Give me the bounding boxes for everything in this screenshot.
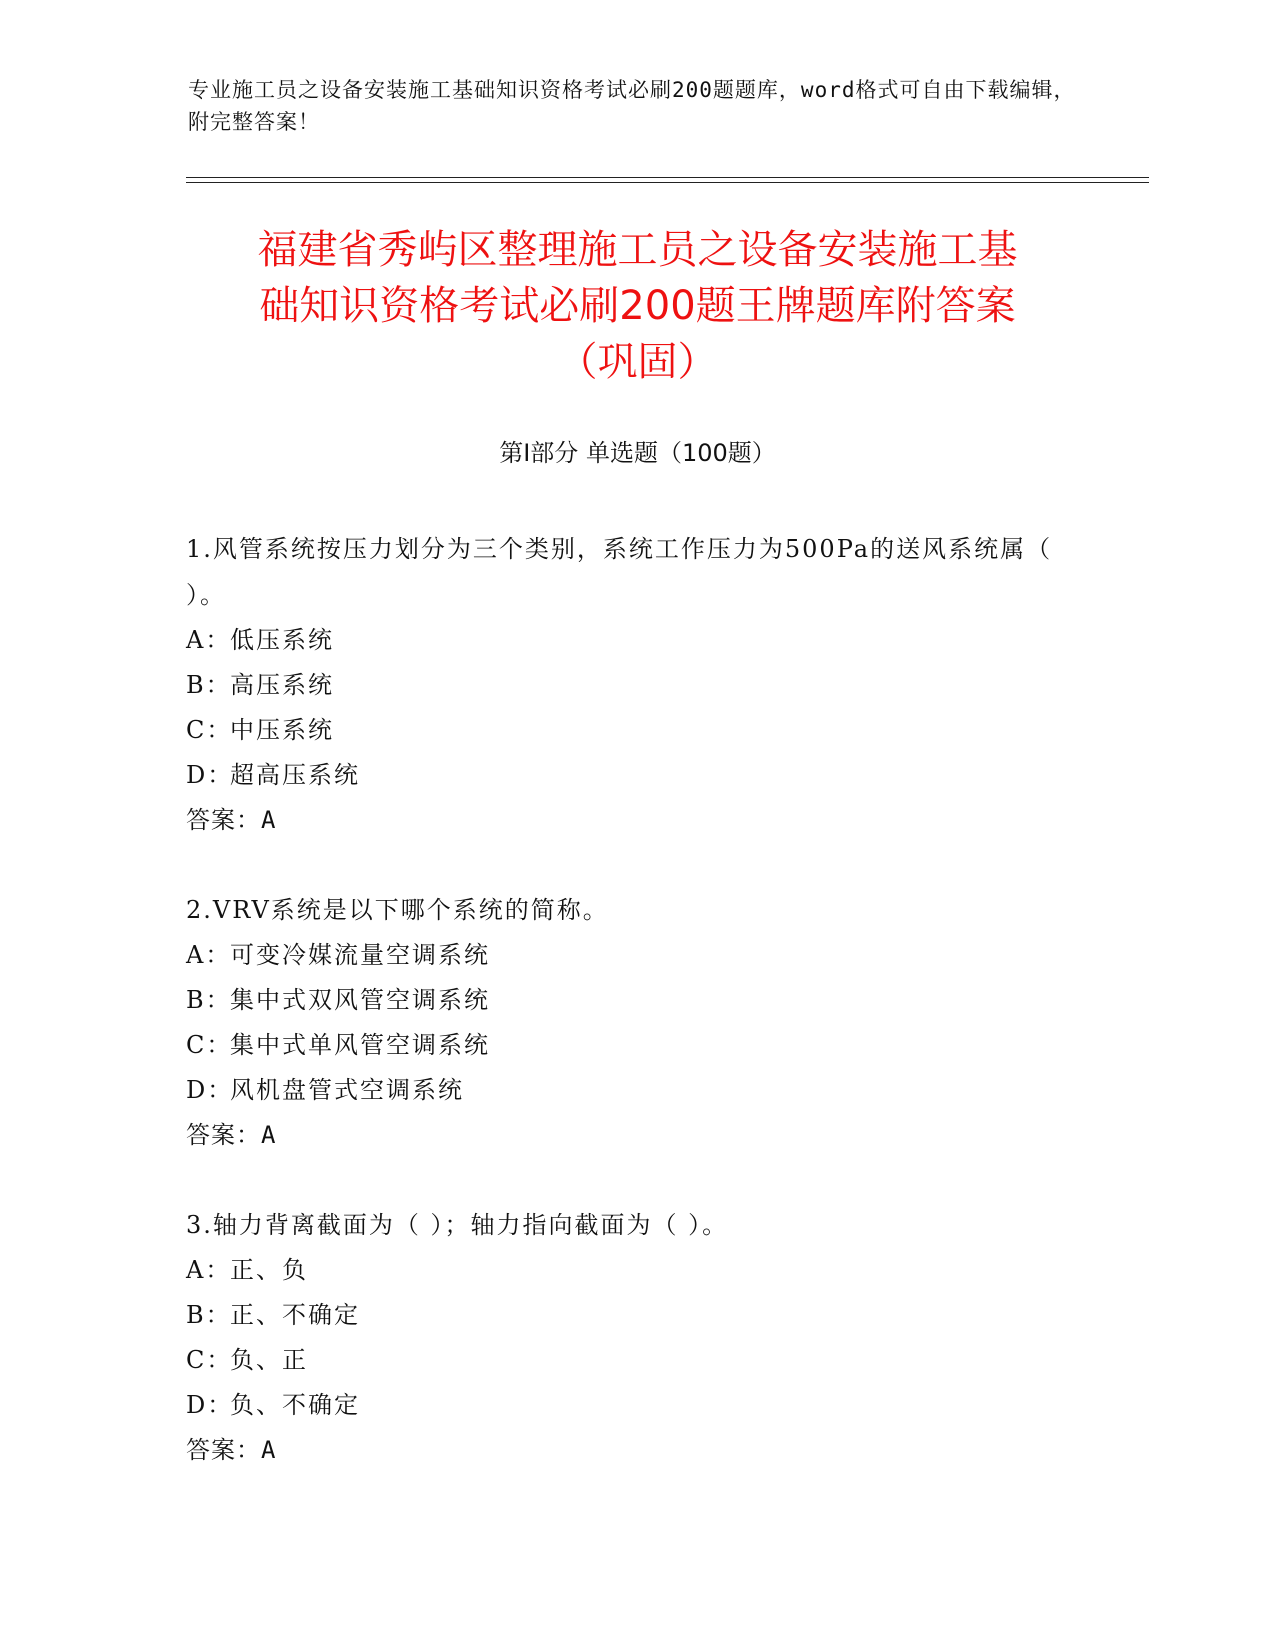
option-text: 高压系统: [230, 671, 334, 699]
answer-line: [186, 798, 1066, 843]
question-stem: 3.轴力背离截面为（ ）；轴力指向截面为（ ）。: [186, 1211, 729, 1239]
title-line: （巩固）: [557, 339, 718, 385]
option-text: 可变冷媒流量空调系统: [230, 941, 490, 969]
header-note: 专业施工员之设备安装施工基础知识资格考试必刷200题题库，word格式可自由下载编辑，附完整答案！: [188, 78, 1076, 134]
option-c: [186, 708, 1066, 753]
option-b: [186, 978, 1066, 1023]
option-text: 正、不确定: [230, 1301, 360, 1329]
option-d: [186, 753, 1066, 798]
question-item: [186, 1202, 1066, 1473]
option-letter: A：: [186, 626, 232, 654]
option-text: 负、正: [230, 1346, 308, 1374]
question-stem: 2.VRV系统是以下哪个系统的简称。: [186, 896, 609, 924]
answer-label: 答案：: [186, 1121, 261, 1149]
option-a: [186, 1248, 1066, 1293]
option-letter: B：: [186, 986, 232, 1014]
option-text: 风机盘管式空调系统: [230, 1076, 464, 1104]
option-letter: D：: [186, 761, 234, 789]
answer-value: A: [261, 806, 277, 834]
question-item: [186, 526, 1066, 843]
option-text: 中压系统: [230, 716, 334, 744]
option-c: [186, 1338, 1066, 1383]
header-rule-top: [186, 177, 1149, 178]
question-stem: 1.风管系统按压力划分为三个类别，系统工作压力为500Pa的送风系统属（ ）。: [186, 535, 1053, 609]
option-letter: A：: [186, 941, 232, 969]
option-letter: A：: [186, 1256, 232, 1284]
document-title: [160, 222, 1115, 390]
option-letter: B：: [186, 671, 232, 699]
option-d: [186, 1383, 1066, 1428]
question-list: [186, 526, 1066, 1517]
option-text: 集中式双风管空调系统: [230, 986, 490, 1014]
option-letter: C：: [186, 1031, 233, 1059]
title-line: 福建省秀屿区整理施工员之设备安装施工基: [257, 227, 1018, 273]
option-text: 集中式单风管空调系统: [230, 1031, 490, 1059]
option-letter: D：: [186, 1391, 234, 1419]
answer-line: [186, 1113, 1066, 1158]
option-d: [186, 1068, 1066, 1113]
section-title: 第Ⅰ部分 单选题（100题）: [499, 439, 776, 467]
header-rule-bottom: [186, 182, 1149, 183]
option-text: 超高压系统: [230, 761, 360, 789]
option-c: [186, 1023, 1066, 1068]
option-letter: D：: [186, 1076, 234, 1104]
option-text: 负、不确定: [230, 1391, 360, 1419]
answer-line: [186, 1428, 1066, 1473]
option-text: 低压系统: [230, 626, 334, 654]
option-text: 正、负: [230, 1256, 308, 1284]
title-line: 础知识资格考试必刷200题王牌题库附答案: [259, 283, 1016, 329]
option-b: [186, 1293, 1066, 1338]
option-a: [186, 618, 1066, 663]
option-a: [186, 933, 1066, 978]
answer-value: A: [261, 1121, 277, 1149]
option-letter: C：: [186, 1346, 233, 1374]
option-letter: C：: [186, 716, 233, 744]
answer-label: 答案：: [186, 806, 261, 834]
option-letter: B：: [186, 1301, 232, 1329]
option-b: [186, 663, 1066, 708]
answer-value: A: [261, 1436, 277, 1464]
answer-label: 答案：: [186, 1436, 261, 1464]
question-item: [186, 887, 1066, 1158]
